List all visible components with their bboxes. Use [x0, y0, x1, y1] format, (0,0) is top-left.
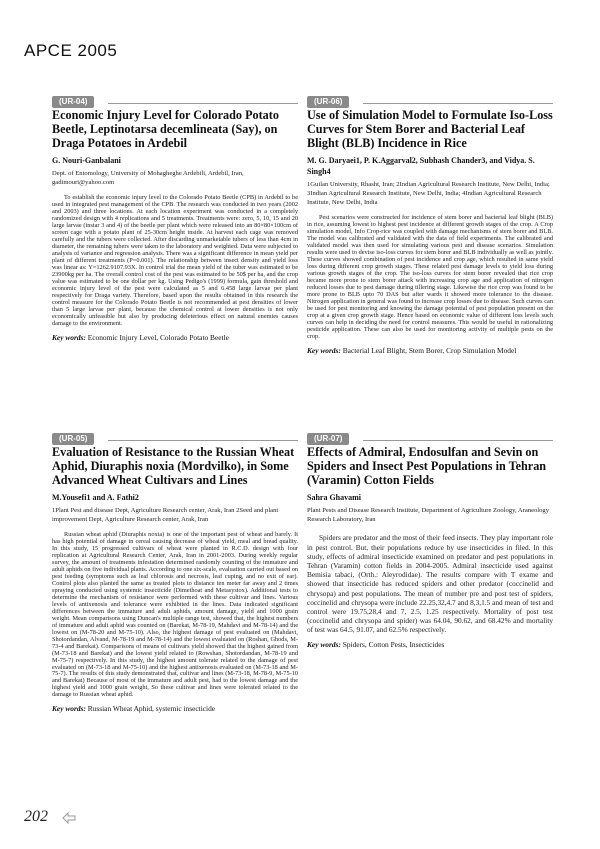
abstract-title: Use of Simulation Model to Formulate Iso-Loss Curves for Stem Borer and Bacterial Leaf Blight (BLB) Incidence in Rice	[307, 108, 553, 150]
abstract-keywords	[307, 346, 553, 356]
section-rule	[363, 440, 553, 441]
abstract-affiliation: Plant Pests and Disease Research Institute, Department of Agriculture Zoology, Araneology Research Laboratory, Iran	[307, 507, 550, 524]
abstract-ur-05	[52, 428, 298, 714]
section-rule	[363, 103, 553, 104]
abstract-affiliation: Dept. of Entomology, University of Mohagheghe Ardebili, Ardebil, Iran, gadimouri@yahoo.com	[52, 170, 244, 187]
abstract-ur-07	[307, 428, 553, 650]
keywords-label: Key words:	[52, 332, 86, 342]
section-rule	[108, 440, 298, 441]
abstract-keywords	[52, 333, 298, 343]
abstract-badge: (UR-04)	[52, 96, 94, 108]
abstract-badge: (UR-05)	[52, 433, 94, 445]
abstract-title: Evaluation of Resistance to the Russian Wheat Aphid, Diuraphis noxia (Mordvilko), in Some Advanced Wheat Cultivars and Lines	[52, 445, 295, 487]
left-arrow-icon	[62, 812, 76, 824]
abstract-body: To establish the economic injury level to the Colorado Potato Beetle (CPB) in Ardebil to be used in integrated pest management of the CPB. The research was conducted in two years (2002 and 2003) and three locations. At each location experiment was conducted in a completely randomized design with 4 replications and 5 treatments. Treatments were: zero, 5, 10, 15 and 20 large larvae (instar 3 and 4) of the beetle per plant which were released into an 80×80×100cm of screen cage with a potato plant of 25-30cm height inside. At harvest each cage was removed carefully and the tubers were collected. After discarding unmarketable tubers of less than 4cm in diameter, the remaining tubers were taken to the laboratory and weighted. Data were subjected to analysis of variance and regression analysis. There was a significant difference in mean yield per plant of different treatments (P=0.001). The relationship between insect density and yield loss was linear as: Y=1262.9107.93X. In control trial the mean yield of the tuber was estimated to be 23900kg per ha. The overall control cost of the pest was estimated to be 50$ per ha, and the crop value was estimated to be one dollar per kg. Using Pedigo's (1999) formula, gain threshold and economic injury level of the pest were calculated as 5 and 6.458 large larvae per plant respectively for Draga variety. Therefore, based upon the results obtained in this research the control measure for the Colorado Potato Beetle is not recommended at pest densities of lower than 5 large larvae per plant, because the chemical control at lower densities is not only economically unfeasible but also by producing deleterious effect on natural enemies causes damage to the environment.	[52, 194, 298, 327]
keywords-text: Spiders, Cotton Pests, Insecticides	[342, 639, 445, 649]
abstract-authors: M. G. Daryaei1, P. K.Aggarval2, Subhash Chander3, and Vidya. S. Singh4	[307, 156, 535, 177]
abstract-affiliation: 1Plant Pest and disease Dept, Agriculture Research center, Arak, Iran 2Seed and plant improvement Dept, Agriculture Research center, Arak, Iran	[52, 507, 279, 524]
keywords-label: Key words:	[307, 639, 341, 649]
page-number: 202	[24, 808, 48, 825]
keywords-text: Russian Wheat Aphid, systemic insecticide	[87, 704, 216, 714]
abstract-ur-04	[52, 91, 298, 343]
conference-header: APCE 2005	[24, 41, 118, 60]
keywords-label: Key words:	[52, 704, 86, 714]
abstract-keywords	[52, 704, 298, 714]
keywords-text: Economic Injury Level, Colorado Potato Beetle	[87, 332, 229, 342]
abstract-body: Spiders are predator and the most of their feed insects. They play important role in pest control. But, their populations reduce by use insecticides in filed. In this study, effects of admiral insecticide examined on predator and pest populations in Tehran (Varamin) cotton fields in 2004-2005. Admiral insecticide used against Bemisia tabaci, (Orth.: Aleyrodidae). The results compare with T exame and showed that insecticide has reduced spiders and other predator (coccinelid and chrysopa) and pest populations. The mean of number pre and post test of spiders, coccinelid and chrysopa were include 22.25,32,4.7 and 8,3,1.5 and mean of test and control were 19.75,28,4 and 7, 2.5, 1.25 respectively. Mortality of post test (coccinelid and chrysopa and spider) was 64.04, 90.62, and 68.42% and mortality of test was 64.5, 91.07, and 62.5% respectively.	[307, 533, 553, 635]
abstract-title: Effects of Admiral, Endosulfan and Sevin on Spiders and Insect Pest Populations in Tehran (Varamin) Cotton Fields	[307, 445, 547, 487]
abstract-authors: Sahra Ghavami	[307, 493, 362, 503]
abstract-badge: (UR-06)	[307, 96, 349, 108]
abstract-authors: M.Yousefi1 and A. Fathi2	[52, 493, 139, 503]
keywords-text: Bacterial Leaf Blight, Stem Borer, Crop Simulation Model	[342, 345, 517, 355]
abstract-keywords	[307, 640, 553, 650]
abstract-body: Pest scenarios were constructed for incidence of stem borer and bacterial leaf blight (BLB) in rice, assuming lowest to highest pest incidence at different growth stages of the crop. A Crop simulation model, Info Crop-rice was coupled with damage mechanisms of stem borer and BLB. The model was calibrated and validated with the data of field experiments. The calibrated and validated model was then used for simulating various pest and disease scenarios. Simulation results were used to devise iso-loss curves for stem borer and BLB individually as well as jointly. These curves showed combination of pest incidence and crop age, which resulted in same yield loss during different crop growth stages. These related pest damage levels to yield loss during various growth stages of the crop. The iso-loss curves for stem borer revealed that rice crop became more prone to stem borer attack with increasing crop age and application of nitrogen reduced losses due to pest damage during tillering stage. Likewise the rice crop was found to be more prone to BLB upto 70 DAS but after wards it showed more tolerance to the disease. Nitrogen application in general was found to increase crop losses due to disease. Such curves can be used for pest monitoring and knowing the damage potential of pest population present on the crop at a given crop growth stage. Hence based on economic value of different loss levels such curves can help in deciding the need for control measures. This would be useful in rationalizing pesticide application. These can also be used for monitoring activity of multiple pests on the crop.	[307, 214, 553, 340]
abstract-affiliation: 1Guilan University, Rhasht, Iran; 2Indian Agricultural Research Institute, New Delhi, India; 3Indian Agricultural Research Institute, New Delhi, India; 4Indian Agricultural Research Institute, New Delhi, India	[307, 181, 550, 207]
abstract-badge: (UR-07)	[307, 433, 349, 445]
abstract-body: Russian wheat aphid (Diuraphis noxia) is one of the important pest of wheat and barely. It has high potential of damage in cereal causing decrease of wheat yield, meal and bread quality. In this study, 15 progressed cultivars of wheat were planted in R.C.D. design with four replication at Agricultural Research Center, Arak, Iran in 2001-2003. During weekly regular survey, the amount of treatments infestation determined randomly counting of the immature and adult aphids on five individual plants. According to one six-scale, evaluation carried out based on pest feeding (symptoms such as leaf chlorosis and necrosis, leaf cuping, and no exit of ear). Control plots also planted the same as treated plots to distance ten meter far away and 2 times spraying conducted using systemic insecticide (Dimethoat and Metasystox). Additional tests to determine the mechanism of resistance were performed with these cultivar and lines. Various levels of antixenosis and tolerance were exhibited in the lines. Data indicated significant differences between the immature and adult aphids, amount damage, yield and 1000 grain weight. Mean comparisons using Duncan's multiple range test, showed that, the highest numbers of immature and adult aphid was counted on (Barekat, M-78-19, Mahdavi and M-78-14) and the lowest on (M-78-20 and M-75-10). Also, the highest damage of pest evaluated on (Mahdavi, Shotordandan, Alvand, M-78-19 and M-78-14) and the lowest evaluated on (Roshan, Ghods, M-73-4 and Barekat). Comparisons of means of cultivars yield showed that the highest gained from (M-73-18 and Barekat) and the lowest yield related to (Rowshan, Shotordandan, M-78-19 and M-75-7) respectively. In this study, the highest amount tolerate related to the damage of pest evaluated on (M-73-18 and M-75-10) and the highest antixenosis evaluated on (M-73-18 and M-75-7). The results of this study demonstrated that, cultivar and lines (M-73-18, M-78-9, M-75-10 and Barekat) Because of most of the immature and adult pest, had to the lowest damage and the highest yield and 1000 grain weight, So these cultivar and lines were tolerated related to the damage to Russian wheat aphid.	[52, 531, 298, 699]
section-rule	[108, 103, 298, 104]
abstract-ur-06	[307, 91, 553, 356]
abstract-title: Economic Injury Level for Colorado Potato Beetle, Leptinotarsa decemlineata (Say), on Draga Potatoes in Ardebil	[52, 108, 279, 150]
keywords-label: Key words:	[307, 345, 341, 355]
abstract-authors: G. Nouri-Ganbalani	[52, 156, 121, 166]
